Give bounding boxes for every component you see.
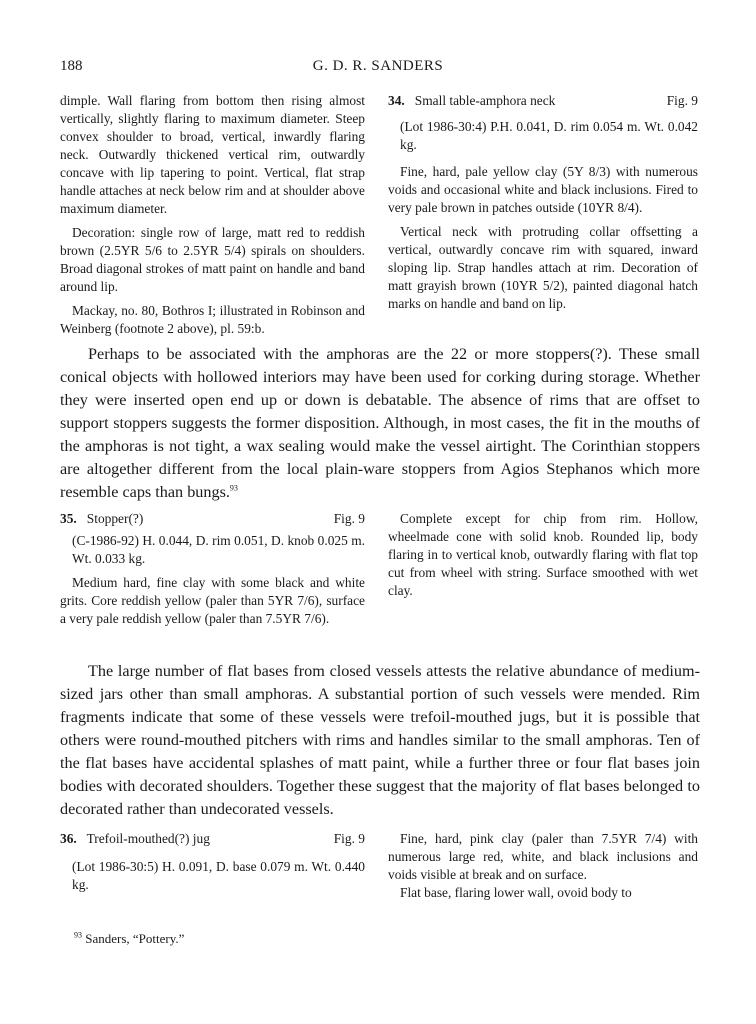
entry-number: 36. — [60, 831, 77, 846]
catalog-entry-35 — [60, 510, 365, 628]
entry-measurements: (Lot 1986-30:4) P.H. 0.041, D. rim 0.054 m. Wt. 0.042 kg. — [400, 119, 698, 152]
entry-measurements: (Lot 1986-30:5) H. 0.091, D. base 0.079 m. Wt. 0.440 kg. — [72, 859, 365, 892]
decoration-paragraph: Decoration: single row of large, matt red to reddish brown (2.5YR 5/6 to 2.5YR 5/4) spirals on shoulders. Broad diagonal strokes of matt paint on handle and band around lip. — [60, 225, 365, 294]
entry-title: Stopper(?) — [86, 511, 144, 526]
entry-number: 35. — [60, 511, 77, 526]
figure-reference: Fig. 9 — [333, 831, 365, 846]
entry-title: Small table-amphora neck — [414, 93, 556, 108]
catalog-entry-35-continued — [388, 510, 698, 600]
figure-reference: Fig. 9 — [666, 93, 698, 108]
left-column-1 — [60, 92, 365, 338]
description-continued: dimple. Wall flaring from bottom then rising almost vertically, slightly flaring to maximum diameter. Steep convex shoulder to broad, vertical, inwardly flaring neck. Outwardly thickened vertical rim, outwardly concave with lip tapering to point. Vertical, flat strap handle attaches at neck below rim and at shoulder above maximum diameter. — [60, 93, 365, 216]
figure-reference: Fig. 9 — [333, 511, 365, 526]
footnote-number: 93 — [74, 930, 82, 940]
entry-fabric: Medium hard, fine clay with some black and white grits. Core reddish yellow (paler than 5YR 7/6), surface a very pale reddish yellow (paler than 7.5YR 7/6). — [60, 575, 365, 626]
running-head: G. D. R. SANDERS — [312, 58, 444, 74]
entry-description: Vertical neck with protruding collar offsetting a vertical, outwardly concave rim with squared, inward sloping lip. Strap handles attach at rim. Decoration of matt grayish brown (10YR 5/2), painted diagonal hatch marks on handle and band on lip. — [388, 224, 698, 311]
entry-description: Complete except for chip from rim. Hollow, wheelmade cone with solid knob. Rounded lip, body flaring in to vertical knob, outwardly flaring with flat top cut from wheel with string. Surface smoothed with wet clay. — [388, 511, 698, 598]
footnote-reference: 93 — [229, 483, 238, 493]
reference-paragraph: Mackay, no. 80, Bothros I; illustrated in Robinson and Weinberg (footnote 2 above), pl. 59:b. — [60, 303, 365, 336]
entry-measurements: (C-1986-92) H. 0.044, D. rim 0.051, D. knob 0.025 m. Wt. 0.033 kg. — [72, 533, 365, 566]
body-paragraph-flat-bases — [60, 660, 700, 821]
entry-fabric: Fine, hard, pink clay (paler than 7.5YR 7/4) with numerous large red, white, and black inclusions and voids visible at break and on surface. — [388, 831, 698, 882]
footnote — [74, 931, 184, 947]
entry-title: Trefoil-mouthed(?) jug — [86, 831, 210, 846]
paragraph-text: The large number of flat bases from closed vessels attests the relative abundance of medium-sized jars other than small amphoras. A substantial portion of such vessels were mended. Rim fragments indicate that some of these vessels were trefoil-mouthed jugs, but it is possible that others were round-mouthed pitchers with rims and handles similar to the small amphoras. Ten of the flat bases have accidental splashes of matt paint, while a further three or four flat bases join bodies with decorated shoulders. Together these suggest that the majority of flat bases belonged to decorated rather than undecorated vessels. — [60, 662, 700, 818]
entry-heading — [60, 510, 365, 528]
footnote-text: Sanders, “Pottery.” — [85, 931, 185, 946]
page-number: 188 — [60, 58, 83, 74]
entry-heading — [388, 92, 698, 110]
entry-fabric: Fine, hard, pale yellow clay (5Y 8/3) with numerous voids and occasional white and black inclusions. Fired to very pale brown in patches outside (10YR 8/4). — [388, 164, 698, 215]
entry-heading — [60, 830, 365, 848]
body-paragraph-stoppers — [60, 343, 700, 504]
catalog-entry-36 — [60, 830, 365, 894]
catalog-entry-36-continued — [388, 830, 698, 902]
paragraph-text: Perhaps to be associated with the amphoras are the 22 or more stoppers(?). These small conical objects with hollowed interiors may have been used for corking during storage. Whether they were inserted open end up or down is debatable. The absence of rims that are offset to support stoppers suggests the former disposition. Although, in most cases, the fit in the mouths of the amphoras is not tight, a wax sealing would make the vessel airtight. The Corinthian stoppers are altogether different from the local plain-ware stoppers from Agios Stephanos which more resemble caps than bungs. — [60, 345, 700, 501]
entry-number: 34. — [388, 93, 405, 108]
catalog-entry-34 — [388, 92, 698, 313]
entry-description: Flat base, flaring lower wall, ovoid body to — [400, 885, 632, 900]
